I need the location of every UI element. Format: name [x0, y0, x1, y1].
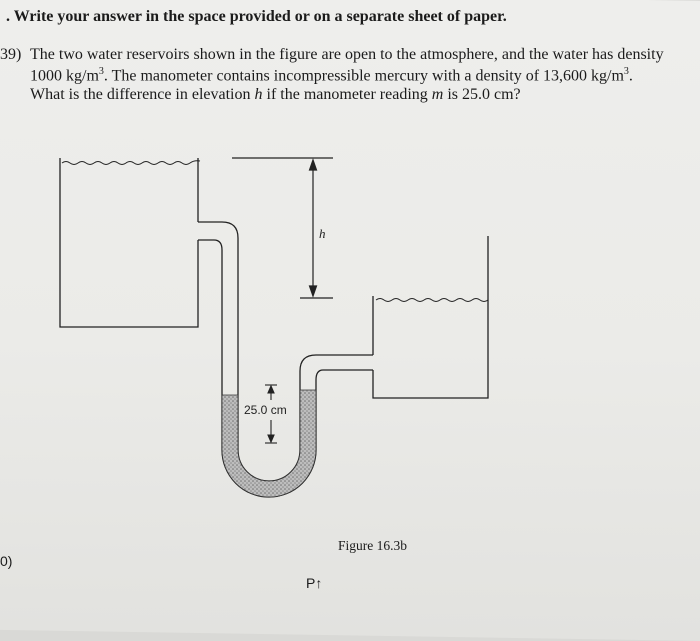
right-reservoir — [373, 236, 488, 398]
exponent: 3 — [98, 66, 104, 77]
figure-caption: Figure 16.3b — [338, 538, 407, 553]
question-text: if the manometer reading — [262, 86, 432, 103]
variable-h: h — [254, 86, 263, 103]
water-surface-left — [62, 161, 200, 165]
page-mark: P↑ — [306, 575, 323, 591]
exponent: 3 — [623, 66, 629, 77]
h-dimension — [232, 158, 333, 298]
period: . — [628, 67, 633, 85]
reading-label: 25.0 cm — [244, 403, 287, 417]
density-mercury-text: . The manometer contains incompressible mercury with a density of 13,600 kg/m — [103, 67, 624, 85]
density-water-text: 1000 kg/m — [30, 67, 99, 85]
left-reservoir — [60, 158, 200, 327]
variable-m: m — [431, 86, 444, 103]
question-text: is 25.0 cm? — [443, 86, 521, 103]
question-line-1-text: The two water reservoirs shown in the figure are open to the atmosphere, and the water has density — [30, 46, 664, 63]
h-label: h — [319, 226, 326, 241]
water-surface-right — [376, 299, 488, 302]
question-number: 39) — [0, 46, 22, 63]
margin-question-number: 0) — [0, 553, 13, 569]
question-text: What is the difference in elevation — [30, 86, 255, 103]
instruction-text: . Write your answer in the space provided or on a separate sheet of paper. — [2, 8, 507, 25]
